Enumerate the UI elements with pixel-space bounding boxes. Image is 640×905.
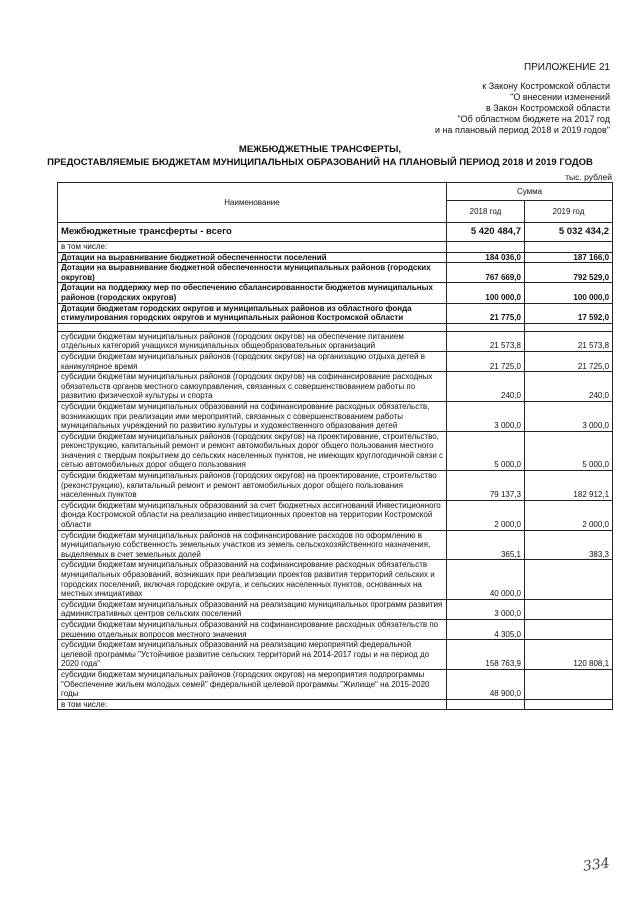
- row-value-2019: 2 000,0: [525, 500, 613, 530]
- row-name: в том числе:: [58, 699, 447, 710]
- row-value-2018: 21 573,8: [447, 331, 525, 351]
- transfers-table: [57, 182, 613, 710]
- row-value-2018: 40 000,0: [447, 560, 525, 599]
- row-name: Дотации на выравнивание бюджетной обеспеченности муниципальных районов (городских округов): [58, 263, 447, 283]
- row-value-2019: 17 592,0: [525, 303, 613, 323]
- table-row: [58, 471, 613, 501]
- row-value-2018: 5 000,0: [447, 431, 525, 470]
- table-row: [58, 431, 613, 470]
- table-row: [58, 242, 613, 253]
- table-row: [58, 530, 613, 560]
- column-header-sum: Сумма: [447, 183, 613, 201]
- row-name: субсидии бюджетам муниципальных образований за счет бюджетных ассигнований Инвестиционного фонда Костромской области на реализацию инвестиционных проектов на территории Костромской области: [58, 500, 447, 530]
- row-name: субсидии бюджетам муниципальных образований на софинансирование расходных обязательств муниципальных образований, возникших при реализации проектов развития территорий сельских и городских поселений, включая городские округа, и сельских населенных пунктов, основанных на местных инициативах: [58, 560, 447, 599]
- title-line-1: МЕЖБЮДЖЕТНЫЕ ТРАНСФЕРТЫ,: [238, 144, 402, 155]
- row-name: [58, 323, 447, 331]
- row-value-2018: [447, 699, 525, 710]
- row-value-2018: 5 420 484,7: [447, 223, 525, 242]
- row-value-2018: 21 725,0: [447, 351, 525, 371]
- table-row: [58, 401, 613, 431]
- row-name: Дотации бюджетам городских округов и муниципальных районов из областного фонда стимулирования городских округов и муниципальных районов Костромской области: [58, 303, 447, 323]
- row-value-2019: 383,3: [525, 530, 613, 560]
- table-row: [58, 560, 613, 599]
- row-value-2019: [525, 242, 613, 253]
- row-name: субсидии бюджетам муниципальных районов (городских округов) на организацию отдыха детей в каникулярное время: [58, 351, 447, 371]
- table-row: [58, 640, 613, 670]
- table-row-spacer: [58, 323, 613, 331]
- row-value-2018: 3 000,0: [447, 599, 525, 619]
- row-value-2019: 182 912,1: [525, 471, 613, 501]
- row-value-2018: 365,1: [447, 530, 525, 560]
- table-row: [58, 372, 613, 402]
- row-value-2018: 2 000,0: [447, 500, 525, 530]
- row-value-2018: 4 305,0: [447, 619, 525, 639]
- row-value-2018: 184 036,0: [447, 252, 525, 263]
- row-name: субсидии бюджетам муниципальных районов (городских округов) на обеспечение питанием отдельных категорий учащихся муниципальных общеобразовательных организаций: [58, 331, 447, 351]
- row-name: субсидии бюджетам муниципальных образований на софинансирование расходных обязательств, возникающих при реализации ими мероприятий, связанных с совершенствованием работы муниципальных учреждений по развитию культуры и художественного образования детей: [58, 401, 447, 431]
- row-value-2019: [525, 699, 613, 710]
- table-row: [58, 500, 613, 530]
- appendix-header: [310, 62, 610, 136]
- row-name: субсидии бюджетам муниципальных районов на софинансирование расходов по оформлению в муниципальную собственность земельных участков из земель сельскохозяйственного назначения, выделяемых в счет земельных долей: [58, 530, 447, 560]
- column-header-name: Наименование: [58, 183, 447, 223]
- row-name: субсидии бюджетам муниципальных районов (городских округов) на проектирование, строительство (реконструкцию), капитальный ремонт и ремонт автомобильных дорог общего пользования населенных пунктов: [58, 471, 447, 501]
- row-name: Межбюджетные трансферты - всего: [58, 223, 447, 242]
- row-name: Дотации на поддержку мер по обеспечению сбалансированности бюджетов муниципальных районов (городских округов): [58, 283, 447, 303]
- table-row: [58, 331, 613, 351]
- row-value-2019: 5 032 434,2: [525, 223, 613, 242]
- handwritten-page-number: 334: [582, 855, 611, 875]
- table-row: [58, 263, 613, 283]
- appendix-line-1: к Закону Костромской области: [482, 81, 610, 91]
- table-row: [58, 223, 613, 242]
- row-value-2018: [447, 242, 525, 253]
- table-row: [58, 252, 613, 263]
- row-name: субсидии бюджетам муниципальных образований на софинансирование расходных обязательств по решению отдельных вопросов местного значения: [58, 619, 447, 639]
- column-header-2019: 2019 год: [525, 201, 613, 223]
- row-name: субсидии бюджетам муниципальных образований на реализацию муниципальных программ развития административных центров сельских поселений: [58, 599, 447, 619]
- row-value-2018: 48 900,0: [447, 669, 525, 699]
- table-row: [58, 351, 613, 371]
- row-value-2019: [525, 619, 613, 639]
- row-value-2019: [525, 599, 613, 619]
- row-value-2019: 240,0: [525, 372, 613, 402]
- row-value-2019: 5 000,0: [525, 431, 613, 470]
- row-value-2018: 3 000,0: [447, 401, 525, 431]
- row-value-2019: [525, 323, 613, 331]
- table-row: [58, 303, 613, 323]
- row-value-2019: 21 573,8: [525, 331, 613, 351]
- row-value-2018: 767 669,0: [447, 263, 525, 283]
- row-value-2018: 240,0: [447, 372, 525, 402]
- row-name: в том числе:: [58, 242, 447, 253]
- table-row: [58, 699, 613, 710]
- row-value-2018: 100 000,0: [447, 283, 525, 303]
- row-value-2018: 158 763,9: [447, 640, 525, 670]
- row-value-2018: 79 137,3: [447, 471, 525, 501]
- appendix-line-3: в Закон Костромской области: [485, 103, 610, 113]
- row-name: субсидии бюджетам муниципальных районов (городских округов) на проектирование, строительство, реконструкцию, капитальный ремонт и ремонт автомобильных дорог общего пользования местного значения с твердым покрытием до сельских населенных пунктов, не имеющих круглогодичной связи с сетью автомобильных дорог общего пользования: [58, 431, 447, 470]
- units-label: тыс. рублей: [565, 172, 612, 182]
- row-name: субсидии бюджетам муниципальных районов (городских округов) на софинансирование расходных обязательств органов местного самоуправления, связанных с совершенствованием работы по развитию физической культуры и спорта: [58, 372, 447, 402]
- row-name: субсидии бюджетам муниципальных образований на реализацию мероприятий федеральной целевой программы "Устойчивое развитие сельских территорий на 2014-2017 годы и на период до 2020 года": [58, 640, 447, 670]
- table-row: [58, 619, 613, 639]
- column-header-2018: 2018 год: [447, 201, 525, 223]
- row-value-2019: [525, 669, 613, 699]
- row-value-2019: 120 808,1: [525, 640, 613, 670]
- row-name: Дотации на выравнивание бюджетной обеспеченности поселений: [58, 252, 447, 263]
- appendix-line-5: и на плановый период 2018 и 2019 годов": [434, 125, 610, 135]
- row-value-2019: [525, 560, 613, 599]
- document-title: [0, 143, 640, 169]
- table-row: [58, 599, 613, 619]
- row-value-2019: 100 000,0: [525, 283, 613, 303]
- appendix-label: ПРИЛОЖЕНИЕ 21: [523, 62, 610, 73]
- row-value-2019: 3 000,0: [525, 401, 613, 431]
- row-value-2018: [447, 323, 525, 331]
- row-name: субсидии бюджетам муниципальных районов (городских округов) на мероприятия подпрограммы "Обеспечение жильем молодых семей" федеральной целевой программы "Жилище" на 2015-2020 годы: [58, 669, 447, 699]
- row-value-2019: 187 166,0: [525, 252, 613, 263]
- row-value-2019: 792 529,0: [525, 263, 613, 283]
- row-value-2018: 21 775,0: [447, 303, 525, 323]
- table-row: [58, 283, 613, 303]
- appendix-line-4: "Об областном бюджете на 2017 год: [457, 114, 610, 124]
- table-row: [58, 669, 613, 699]
- appendix-line-2: "О внесении изменений: [510, 92, 610, 102]
- title-line-2: ПРЕДОСТАВЛЯЕМЫЕ БЮДЖЕТАМ МУНИЦИПАЛЬНЫХ ОБРАЗОВАНИЙ НА ПЛАНОВЫЙ ПЕРИОД 2018 И 2019 ГОДОВ: [47, 157, 593, 168]
- row-value-2019: 21 725,0: [525, 351, 613, 371]
